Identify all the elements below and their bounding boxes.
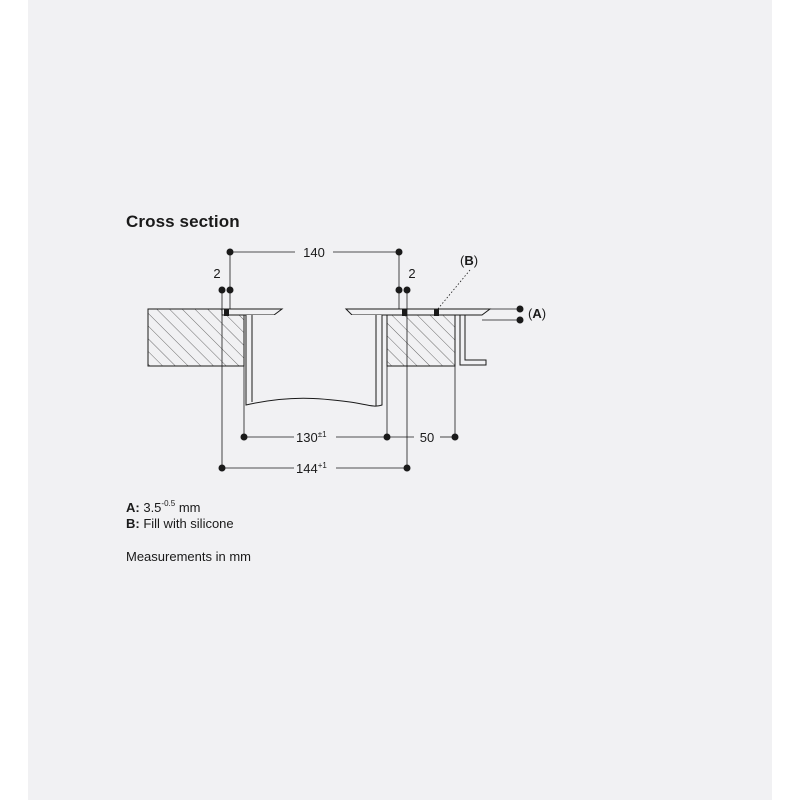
dimension-2-right — [396, 266, 416, 294]
callout-b-label: (B) — [460, 253, 479, 268]
mounting-bracket — [460, 315, 486, 365]
callout-b — [437, 253, 478, 310]
dimension-2-right-label: 2 — [408, 266, 416, 281]
page-title: Cross section — [126, 212, 240, 231]
dimension-144-label: $144^{+1}$ — [296, 461, 327, 476]
silicone-joint-left — [224, 309, 229, 316]
appliance-body — [246, 315, 382, 406]
dimension-2-left — [213, 266, 233, 294]
dimension-130 — [241, 430, 391, 445]
legend — [126, 500, 234, 532]
callout-a — [517, 306, 547, 324]
dimension-140 — [227, 245, 403, 260]
callout-a-label: (A) — [528, 306, 547, 321]
worktop-left — [148, 309, 244, 366]
dimension-50 — [387, 430, 459, 445]
hob-plate-right — [346, 309, 490, 315]
dimension-144 — [219, 461, 411, 476]
dimension-2-left-label: 2 — [213, 266, 221, 281]
worktop-right — [387, 309, 455, 366]
dimension-130-label: $130^{\pm 1}$ — [296, 430, 327, 445]
hob-plate-left — [222, 309, 282, 315]
dimension-140-label: 140 — [303, 245, 325, 260]
legend-b: B: Fill with silicone — [126, 516, 234, 531]
measurement-note: Measurements in mm — [126, 549, 251, 564]
dimension-50-label: 50 — [419, 430, 435, 445]
legend-a: A: $3.5^{-0.5}$ mm — [126, 498, 201, 515]
